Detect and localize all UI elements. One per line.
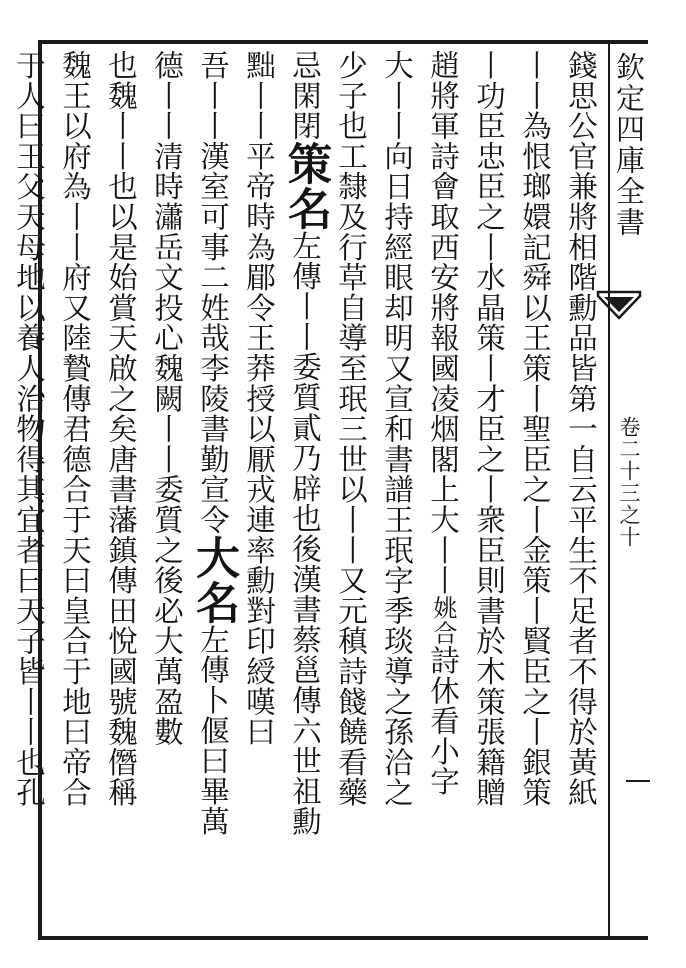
text-column [328, 50, 374, 934]
text-column [98, 50, 144, 934]
text-column [236, 50, 282, 934]
banner-divider [608, 40, 610, 940]
banner-volume: 卷二十三之十 [617, 416, 641, 548]
text-run: 大丨丨向日持經眼却明又宣和書譜王珉字季琰導之孫洽之 [380, 50, 414, 808]
text-column [144, 50, 190, 934]
text-run: 左傳丨丨委質貳乃辟也後漢書蔡邕傳六世祖勳 [288, 230, 322, 837]
text-column [374, 50, 420, 934]
text-run: 德丨丨清時瀟岳文投心魏闕丨丨委質之後必大萬盈數 [150, 50, 184, 747]
text-column [188, 50, 239, 934]
text-run: 左傳卜偃曰畢萬 [196, 624, 230, 837]
text-column [558, 50, 604, 934]
text-column [280, 50, 331, 934]
text-run: 錢思公官兼將相階勳品皆第一自云平生不足者不得於黃紙 [564, 50, 598, 808]
text-run: 吾丨丨漢室可事二姓哉李陵書勤宣令 [196, 50, 230, 535]
text-column [6, 50, 52, 934]
text-run: 丨丨為恨瑯嬛記舜以王策丨聖臣之丨金策丨賢臣之丨銀策 [518, 50, 552, 808]
text-column [52, 50, 98, 934]
entry-heading: 策名 [280, 140, 331, 231]
text-run: 少子也工隸及行草自導至珉三世以丨丨又元稹詩餞饒看藥 [334, 50, 368, 808]
text-run: 也魏丨丨也以是始賞天啟之矣唐書藩鎮傳田悅國號魏僭稱 [104, 50, 138, 808]
text-run: 魏王以府為丨丨府又陸贄傳君德合于天曰皇合于地曰帝合 [58, 50, 92, 808]
text-run: 詩休看小字 [426, 645, 460, 797]
text-run: 黜丨丨平帝時為郿令王莽授以厭戎連率勳對印綬嘆曰 [242, 50, 276, 747]
text-run: 忌閑閉 [288, 50, 322, 141]
text-column [420, 50, 466, 934]
entry-heading: 大名 [188, 534, 239, 625]
text-run: 于人曰王父天母地以養人治物得其宜者曰天子皆丨丨也孔 [12, 50, 46, 808]
text-body [12, 50, 604, 934]
margin-tick [626, 780, 650, 782]
text-run: 趙將軍詩會取西安將報國凌烟閣上大丨丨 [426, 50, 460, 596]
text-column [512, 50, 558, 934]
text-run: 姚合 [429, 595, 457, 646]
text-run: 丨功臣忠臣之丨水晶策丨才臣之丨衆臣則書於木策張籍贈 [472, 50, 506, 808]
banner-title: 欽定四庫全書 [612, 52, 646, 238]
text-column [466, 50, 512, 934]
